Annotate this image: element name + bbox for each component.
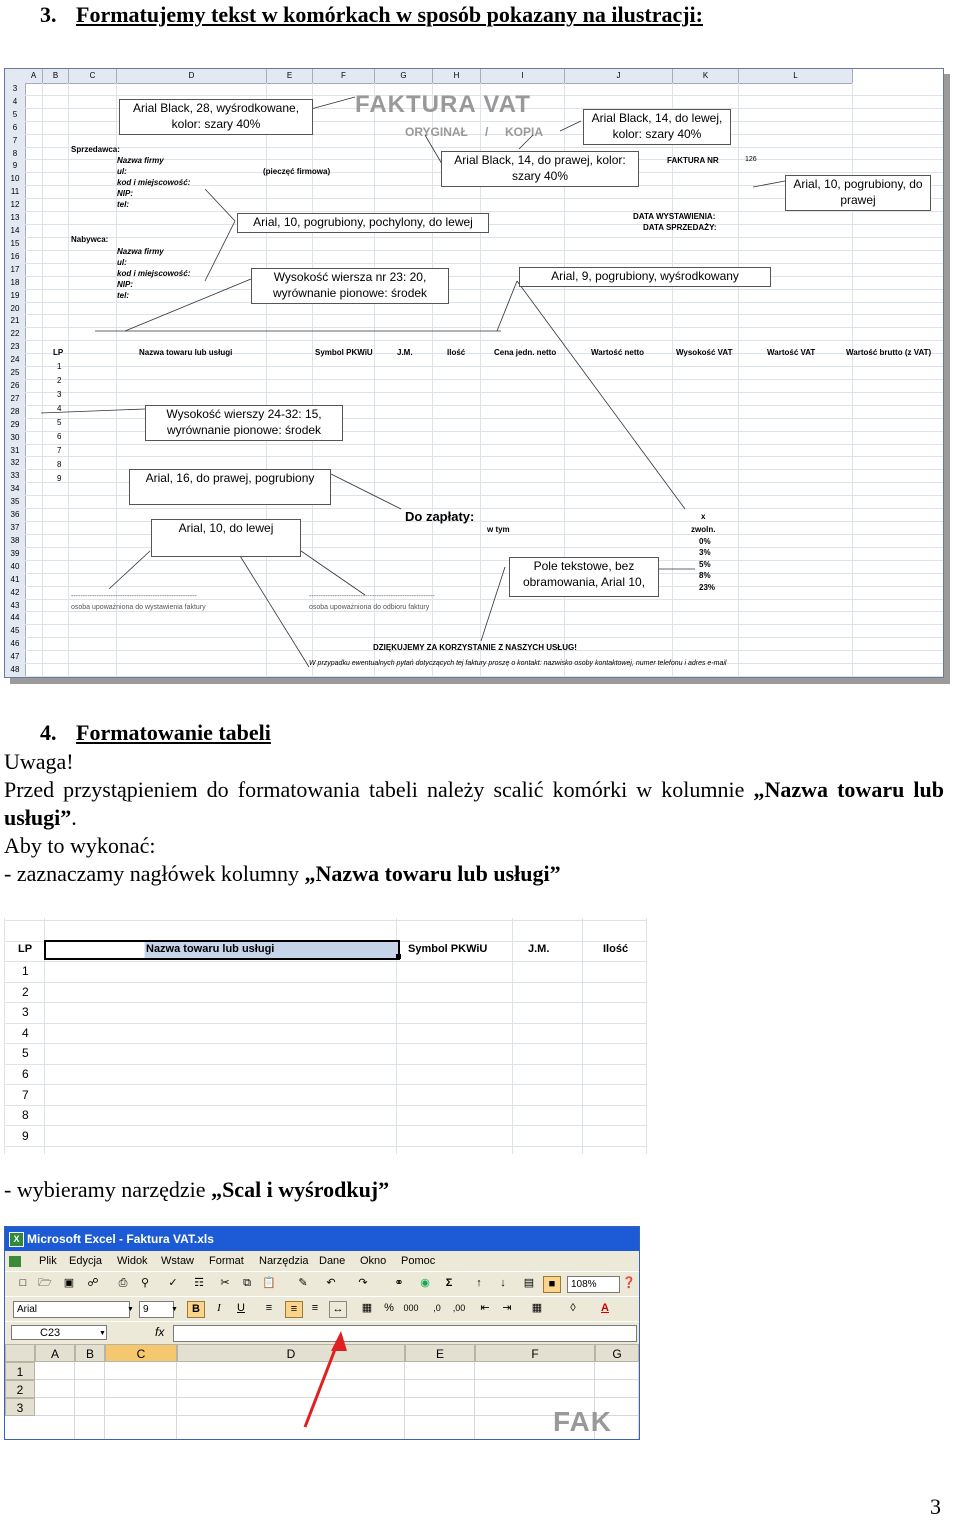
- seller-field: kod i miejscowość:: [117, 178, 191, 187]
- row-header[interactable]: 17: [5, 264, 26, 277]
- row-header[interactable]: 46: [5, 638, 26, 651]
- footer-contact: W przypadku ewentualnych pytań dotyczących tej faktury proszę o kontakt: nazwisko osoby kontaktowej, numer telefonu i adres e-mail: [309, 660, 727, 667]
- column-header[interactable]: F: [313, 69, 375, 84]
- row-header[interactable]: 33: [5, 470, 26, 483]
- comma-style-icon[interactable]: 000: [403, 1303, 419, 1313]
- step-text: - wybieramy narzędzie: [4, 1177, 212, 1202]
- header-qty: Ilość: [447, 348, 466, 357]
- column-header[interactable]: B: [75, 1344, 105, 1362]
- menu-item-pomoc[interactable]: Pomoc: [401, 1255, 436, 1267]
- increase-decimal-icon[interactable]: ,0: [433, 1303, 441, 1313]
- fill-handle[interactable]: [396, 954, 401, 959]
- drawing-icon[interactable]: ■: [543, 1276, 561, 1293]
- lp-number: 4: [57, 404, 62, 413]
- row-header[interactable]: 20: [5, 303, 26, 316]
- column-header[interactable]: C: [105, 1344, 177, 1362]
- page-number: 3: [930, 1494, 941, 1519]
- italic-icon[interactable]: I: [217, 1302, 221, 1314]
- section-title: Formatujemy tekst w komórkach w sposób pokazany na ilustracji:: [76, 2, 703, 27]
- print-icon[interactable]: ⎙: [118, 1277, 128, 1289]
- thanks-text: DZIĘKUJEMY ZA KORZYSTANIE Z NASZYCH USŁUG!: [373, 643, 577, 652]
- paragraph-text: .: [71, 805, 77, 830]
- row-header[interactable]: 3: [5, 83, 26, 96]
- header-unit-price: Cena jedn. netto: [494, 348, 557, 357]
- chart-wizard-icon[interactable]: ▤: [523, 1277, 535, 1289]
- vat-rate: 5%: [699, 559, 711, 569]
- buyer-field: ul:: [117, 258, 127, 267]
- step-1: [4, 860, 561, 888]
- vat-rate: 3%: [699, 548, 711, 557]
- signature-label-issuer: osoba upoważniona do wystawienia faktury: [71, 604, 206, 611]
- kopia-label: KOPIA: [505, 125, 544, 139]
- callout-box: Arial Black, 14, do prawej, kolor: szary 40%: [441, 151, 639, 187]
- table-selection-illustration: [4, 918, 646, 1154]
- gridline: [74, 1362, 75, 1439]
- vat-rate: 8%: [699, 571, 711, 580]
- align-center-icon[interactable]: ≡: [285, 1301, 303, 1318]
- buyer-field: tel:: [117, 291, 129, 300]
- row-header[interactable]: 7: [5, 135, 26, 148]
- window-title: Microsoft Excel - Faktura VAT.xls: [27, 1232, 214, 1246]
- row-header[interactable]: 40: [5, 561, 26, 574]
- web-icon[interactable]: ◉: [420, 1277, 430, 1289]
- spelling-icon[interactable]: ✓: [168, 1277, 178, 1289]
- gridline: [582, 918, 583, 1154]
- row-header[interactable]: 28: [5, 406, 26, 419]
- formula-input[interactable]: [173, 1325, 637, 1342]
- vat-rate: 23%: [699, 582, 716, 592]
- redo-icon[interactable]: ↷: [358, 1277, 368, 1289]
- underline-icon[interactable]: U: [237, 1302, 245, 1314]
- row-header[interactable]: 11: [5, 186, 26, 199]
- column-header[interactable]: A: [25, 69, 43, 84]
- paste-icon[interactable]: 📋: [262, 1277, 276, 1289]
- slash-label: /: [485, 125, 489, 139]
- callout-box: Arial, 10, do lewej: [151, 519, 301, 557]
- gridline: [4, 1125, 646, 1126]
- column-header[interactable]: E: [405, 1344, 475, 1362]
- autosum-icon[interactable]: Σ: [445, 1277, 453, 1289]
- row-header[interactable]: 8: [5, 148, 26, 161]
- column-header[interactable]: A: [35, 1344, 75, 1362]
- row-header[interactable]: 2: [5, 1380, 35, 1398]
- signature-label-receiver: osoba upoważniona do odbioru faktury: [309, 604, 430, 611]
- gridline: [4, 1084, 646, 1085]
- excel-window: [4, 1226, 640, 1440]
- invoice-number-value: 126: [745, 156, 757, 163]
- header-lp: LP: [18, 943, 33, 955]
- callout-box: Arial, 10, pogrubiony, pochylony, do lewej: [237, 213, 489, 233]
- row-number: 5: [22, 1046, 29, 1061]
- row-number: 1: [22, 964, 29, 978]
- lp-number: 8: [57, 460, 62, 469]
- name-box[interactable]: C23: [11, 1325, 107, 1340]
- lp-number: 1: [57, 362, 62, 371]
- row-number: 7: [22, 1087, 29, 1102]
- lp-number: 3: [57, 390, 62, 399]
- buyer-label: Nabywca:: [71, 235, 109, 244]
- paragraph-steps: Aby to wykonać:: [4, 833, 156, 858]
- menu-item-narzedzia[interactable]: Narzędzia: [259, 1255, 309, 1267]
- header-pkwiu: Symbol PKWiU: [408, 943, 488, 955]
- stamp-label: (pieczęć firmowa): [263, 167, 331, 176]
- new-icon[interactable]: □: [19, 1277, 27, 1289]
- row-header[interactable]: 10: [5, 173, 26, 186]
- fill-color-icon[interactable]: ◊: [570, 1302, 576, 1314]
- row-number: 4: [22, 1025, 29, 1040]
- column-header[interactable]: H: [433, 69, 481, 84]
- gridline: [4, 1002, 646, 1003]
- header-net-value: Wartość netto: [591, 348, 645, 357]
- gridline: [638, 1362, 639, 1439]
- font-name-select[interactable]: Arial: [13, 1301, 130, 1318]
- row-header[interactable]: 34: [5, 483, 26, 496]
- x-label: x: [701, 512, 706, 521]
- cut-icon[interactable]: ✂: [220, 1277, 230, 1289]
- row-header[interactable]: 4: [5, 96, 26, 109]
- gridline: [646, 918, 647, 1154]
- row-header[interactable]: 42: [5, 587, 26, 600]
- currency-icon[interactable]: ▦: [361, 1302, 373, 1314]
- menu-item-widok[interactable]: Widok: [117, 1255, 148, 1267]
- row-header[interactable]: 5: [5, 109, 26, 122]
- dropdown-arrow-icon[interactable]: ▼: [99, 1330, 106, 1337]
- percent-icon[interactable]: %: [384, 1302, 394, 1314]
- callout-box: Arial Black, 28, wyśrodkowane, kolor: szary 40%: [119, 99, 313, 135]
- column-header[interactable]: E: [267, 69, 313, 84]
- row-header[interactable]: 16: [5, 251, 26, 264]
- row-header[interactable]: 35: [5, 496, 26, 509]
- row-header[interactable]: 18: [5, 277, 26, 290]
- row-header[interactable]: 32: [5, 457, 26, 470]
- decrease-decimal-icon[interactable]: ,00: [452, 1303, 466, 1313]
- seller-field: ul:: [117, 167, 127, 176]
- paragraph-emphasis: „Nazwa towaru lub usługi”: [4, 777, 944, 830]
- column-header[interactable]: F: [475, 1344, 595, 1362]
- column-header[interactable]: C: [69, 69, 117, 84]
- format-painter-icon[interactable]: ✎: [298, 1277, 308, 1289]
- print-preview-icon[interactable]: ⚲: [140, 1277, 150, 1289]
- column-header[interactable]: B: [43, 69, 69, 84]
- callout-box: Arial, 16, do prawej, pogrubiony: [129, 469, 331, 505]
- buyer-field: Nazwa firmy: [117, 247, 164, 256]
- row-header[interactable]: 24: [5, 354, 26, 367]
- menu-item-edycja[interactable]: Edycja: [69, 1255, 103, 1267]
- sale-date-label: DATA SPRZEDAŻY:: [643, 223, 717, 232]
- row-header[interactable]: 48: [5, 664, 26, 677]
- signature-line: ------------------------------------------------------: [71, 593, 197, 600]
- row-header[interactable]: 3: [5, 1398, 35, 1416]
- callout-box: Wysokość wierszy 24-32: 15, wyrównanie pionowe: środek: [145, 405, 343, 441]
- row-header[interactable]: 15: [5, 238, 26, 251]
- vat-rate: 0%: [699, 536, 711, 546]
- row-header[interactable]: 22: [5, 328, 26, 341]
- column-header[interactable]: K: [673, 69, 739, 84]
- lp-number: 5: [57, 418, 62, 427]
- note-label: Uwaga!: [4, 749, 74, 774]
- row-header[interactable]: 14: [5, 225, 26, 238]
- seller-label: Sprzedawca:: [71, 145, 120, 154]
- seller-field: Nazwa firmy: [117, 156, 164, 165]
- help-icon[interactable]: ❓: [622, 1277, 636, 1289]
- font-color-icon[interactable]: A: [601, 1302, 609, 1314]
- row-header[interactable]: 39: [5, 548, 26, 561]
- menu-item-okno[interactable]: Okno: [360, 1255, 387, 1267]
- lp-number: 9: [57, 474, 62, 483]
- callout-box: Wysokość wiersza nr 23: 20, wyrównanie pionowe: środek: [251, 268, 449, 304]
- callout-box: Arial Black, 14, do lewej, kolor: szary 40%: [583, 109, 731, 145]
- row-header[interactable]: 23: [5, 341, 26, 354]
- seller-field: tel:: [117, 200, 129, 209]
- undo-icon[interactable]: ↶: [326, 1277, 336, 1289]
- dropdown-arrow-icon[interactable]: ▼: [127, 1306, 134, 1313]
- font-size-select[interactable]: 9: [139, 1301, 174, 1318]
- row-header[interactable]: 38: [5, 535, 26, 548]
- red-arrow-icon: [295, 1227, 355, 1439]
- row-header[interactable]: 47: [5, 651, 26, 664]
- lp-number: 6: [57, 432, 62, 441]
- invoice-number-label: FAKTURA NR: [667, 156, 719, 165]
- paragraph-merge: [4, 776, 944, 832]
- copy-icon[interactable]: ⧉: [243, 1277, 251, 1289]
- header-lp: LP: [53, 348, 64, 357]
- including-label: w tym: [487, 525, 510, 534]
- sort-ascending-icon[interactable]: ↑: [476, 1277, 482, 1289]
- gridline: [512, 918, 513, 1154]
- dropdown-arrow-icon[interactable]: ▼: [171, 1306, 178, 1313]
- row-header[interactable]: 45: [5, 625, 26, 638]
- invoice-spreadsheet-illustration: [4, 68, 944, 678]
- corner-cell[interactable]: [5, 1344, 35, 1362]
- column-header[interactable]: G: [595, 1344, 639, 1362]
- header-qty: Ilość: [603, 943, 629, 955]
- oryginal-label: ORYGINAŁ: [405, 125, 468, 139]
- row-header[interactable]: 30: [5, 432, 26, 445]
- callout-box: Arial, 9, pogrubiony, wyśrodkowany: [519, 267, 771, 287]
- section-title: Formatowanie tabeli: [76, 720, 271, 745]
- gridline: [104, 1362, 105, 1439]
- row-number: 6: [22, 1067, 29, 1081]
- gridline: [4, 1023, 646, 1024]
- row-header[interactable]: 25: [5, 367, 26, 380]
- faktura-vat-title: FAKTURA VAT: [355, 91, 531, 118]
- align-left-icon[interactable]: ≡: [265, 1302, 273, 1314]
- row-header[interactable]: 27: [5, 393, 26, 406]
- header-gross: Wartość brutto (z VAT): [846, 348, 932, 357]
- section-4-heading: [40, 720, 271, 746]
- amount-due-label: Do zapłaty:: [405, 509, 475, 524]
- seller-field: NIP:: [117, 189, 133, 198]
- merge-and-center-icon[interactable]: ↔: [329, 1301, 347, 1318]
- gridline: [4, 961, 646, 962]
- row-header[interactable]: 44: [5, 612, 26, 625]
- column-header[interactable]: G: [375, 69, 433, 84]
- open-icon[interactable]: 🗁: [38, 1277, 52, 1289]
- header-jm: J.M.: [397, 348, 413, 357]
- menu-item-wstaw[interactable]: Wstaw: [161, 1255, 194, 1267]
- gridline: [176, 1362, 177, 1439]
- row-header[interactable]: 26: [5, 380, 26, 393]
- step-2: [4, 1176, 389, 1204]
- row-header[interactable]: 6: [5, 122, 26, 135]
- gridline: [4, 1043, 646, 1044]
- section-number: 3.: [40, 2, 57, 27]
- column-header[interactable]: I: [481, 69, 565, 84]
- row-number: 8: [22, 1108, 29, 1123]
- step-emphasis: „Scal i wyśrodkuj”: [211, 1177, 390, 1202]
- excel-app-icon: X: [9, 1232, 24, 1247]
- menu-item-dane[interactable]: Dane: [319, 1255, 346, 1267]
- faktura-partial-title: FAK: [553, 1406, 612, 1437]
- paragraph-text: Przed przystąpieniem do formatowania tabeli należy scalić komórki w kolumnie: [4, 777, 754, 802]
- decrease-indent-icon[interactable]: ⇤: [480, 1302, 490, 1314]
- sort-descending-icon[interactable]: ↓: [500, 1277, 506, 1289]
- signature-line: ------------------------------------------------------: [309, 593, 435, 600]
- row-header[interactable]: 31: [5, 445, 26, 458]
- align-right-icon[interactable]: ≡: [311, 1302, 319, 1314]
- section-3-heading: [40, 2, 703, 28]
- document-icon: [9, 1256, 21, 1267]
- insert-function-icon[interactable]: fx: [155, 1325, 165, 1339]
- gridline: [474, 1362, 475, 1439]
- issue-date-label: DATA WYSTAWIENIA:: [633, 212, 716, 221]
- row-header[interactable]: 29: [5, 419, 26, 432]
- menu-item-plik[interactable]: Plik: [39, 1255, 57, 1267]
- lp-number: 7: [57, 446, 62, 455]
- header-name: Nazwa towaru lub usługi: [139, 348, 233, 357]
- step-emphasis: „Nazwa towaru lub usługi”: [304, 861, 561, 886]
- row-header[interactable]: 19: [5, 290, 26, 303]
- header-vat-rate: Wysokość VAT: [676, 348, 733, 357]
- row-header[interactable]: 13: [5, 212, 26, 225]
- row-header[interactable]: 41: [5, 574, 26, 587]
- gridline: [4, 1146, 646, 1147]
- lp-number: 2: [57, 376, 62, 385]
- vat-rate: zwoln.: [691, 525, 716, 534]
- header-name: Nazwa towaru lub usługi: [146, 943, 275, 955]
- row-number: 3: [22, 1005, 29, 1020]
- increase-indent-icon[interactable]: ⇥: [502, 1302, 512, 1314]
- callout-box: Arial, 10, pogrubiony, do prawej: [785, 175, 931, 211]
- row-header[interactable]: 12: [5, 199, 26, 212]
- callout-box: Pole tekstowe, bez obramowania, Arial 10,: [509, 557, 659, 597]
- gridline: [4, 1064, 646, 1065]
- research-icon[interactable]: ☶: [194, 1277, 204, 1289]
- gridline: [4, 918, 5, 1154]
- column-header[interactable]: D: [177, 1344, 405, 1362]
- row-header[interactable]: 43: [5, 600, 26, 613]
- header-pkwiu: Symbol PKWiU: [315, 348, 373, 357]
- step-text: - zaznaczamy nagłówek kolumny: [4, 861, 305, 886]
- column-header[interactable]: J: [565, 69, 673, 84]
- row-header[interactable]: 1: [5, 1362, 35, 1380]
- header-vat-value: Wartość VAT: [767, 348, 816, 357]
- section-number: 4.: [40, 720, 57, 745]
- column-header[interactable]: L: [739, 69, 853, 84]
- row-number: 9: [22, 1128, 29, 1143]
- bold-icon[interactable]: B: [187, 1301, 205, 1318]
- permission-icon[interactable]: ☍: [87, 1277, 99, 1289]
- buyer-field: NIP:: [117, 280, 133, 289]
- row-header[interactable]: 9: [5, 160, 26, 173]
- buyer-field: kod i miejscowość:: [117, 269, 191, 278]
- zoom-select[interactable]: 108%: [567, 1276, 620, 1293]
- gridline: [4, 920, 646, 921]
- gridline: [4, 982, 646, 983]
- save-icon[interactable]: ▣: [63, 1277, 75, 1289]
- row-number: 2: [22, 984, 29, 999]
- gridline: [404, 1362, 405, 1439]
- hyperlink-icon[interactable]: ⚭: [394, 1277, 404, 1289]
- row-header[interactable]: 36: [5, 509, 26, 522]
- column-header[interactable]: D: [117, 69, 267, 84]
- menu-item-format[interactable]: Format: [209, 1255, 244, 1267]
- header-jm: J.M.: [528, 943, 550, 955]
- row-header[interactable]: 21: [5, 315, 26, 328]
- borders-icon[interactable]: ▦: [531, 1302, 543, 1314]
- row-header[interactable]: 37: [5, 522, 26, 535]
- gridline: [4, 1105, 646, 1106]
